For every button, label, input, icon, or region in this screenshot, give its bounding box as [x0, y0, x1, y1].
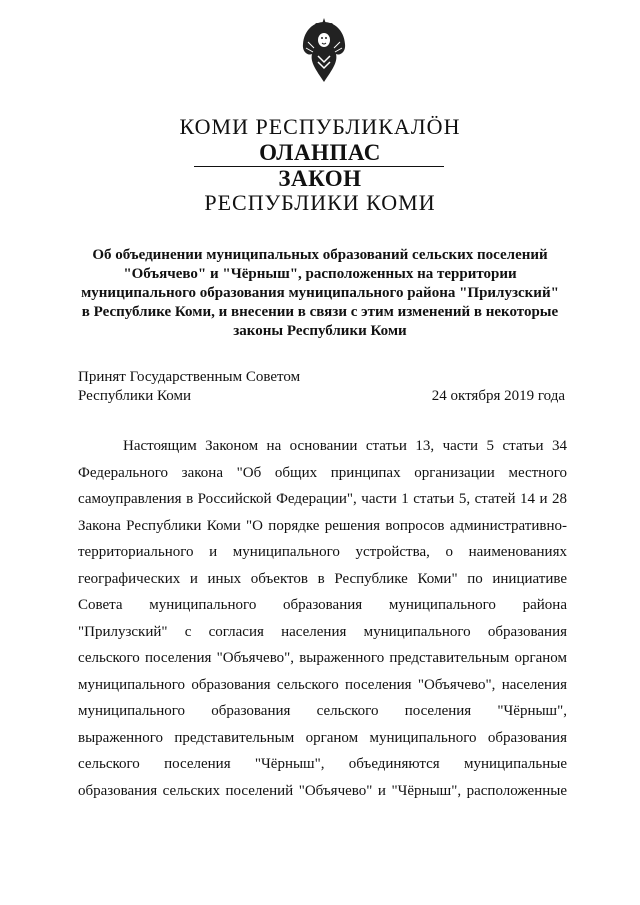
body-line: выраженного представительным органом муниципального образования	[78, 729, 567, 746]
body-line: Настоящим Законом на основании статьи 13, части 5 статьи 34	[123, 438, 567, 454]
body-line: Закона Республики Коми "О порядке решения вопросов административно-	[78, 517, 567, 534]
law-label-komi: ОЛАНПАС	[259, 140, 381, 165]
body-line: Совета муниципального образования муниципального района	[78, 597, 567, 613]
body-line: Федерального закона "Об общих принципах организации местного	[78, 464, 567, 481]
body-line: образования сельских поселений "Объячево" и "Чёрныш", расположенные	[78, 782, 567, 799]
law-title	[70, 246, 570, 341]
adopted-by-line: Республики Коми	[78, 388, 191, 404]
komi-republic-name-komi: КОМИ РЕСПУБЛИКАЛӦН	[179, 114, 461, 139]
law-label: ЗАКОН	[278, 166, 362, 191]
republic-name: РЕСПУБЛИКИ КОМИ	[204, 190, 436, 215]
coat-of-arms-emblem	[300, 16, 348, 84]
body-line: географических и иных объектов в Республике Коми" по инициативе	[78, 570, 567, 587]
adopted-by-line: Принят Государственным Советом	[78, 369, 301, 385]
title-line: муниципального образования муниципального района "Прилузский"	[81, 285, 559, 301]
law-body	[78, 437, 567, 808]
body-line: муниципального образования сельского поселения "Чёрныш",	[78, 703, 567, 719]
body-line: территориального и муниципального устройства, о наименованиях	[78, 544, 567, 560]
body-line: сельского поселения "Чёрныш", объединяются муниципальные	[78, 756, 567, 772]
adoption-info	[78, 368, 300, 406]
adoption-date: 24 октября 2019 года	[431, 388, 565, 404]
title-line: "Объячево" и "Чёрныш", расположенных на территории	[123, 266, 517, 282]
body-line: "Прилузский" с согласия населения муниципального образования	[78, 623, 567, 640]
body-line: сельского поселения "Объячево", выраженного представительным органом	[78, 650, 567, 666]
title-line: Об объединении муниципальных образований сельских поселений	[92, 247, 548, 263]
body-line: самоуправления в Российской Федерации", части 1 статьи 5, статей 14 и 28	[78, 491, 567, 507]
body-line: муниципального образования сельского поселения "Объячево", населения	[78, 676, 567, 693]
title-line: законы Республики Коми	[233, 323, 407, 339]
title-line: в Республике Коми, и внесении в связи с этим изменений в некоторые	[81, 304, 559, 320]
